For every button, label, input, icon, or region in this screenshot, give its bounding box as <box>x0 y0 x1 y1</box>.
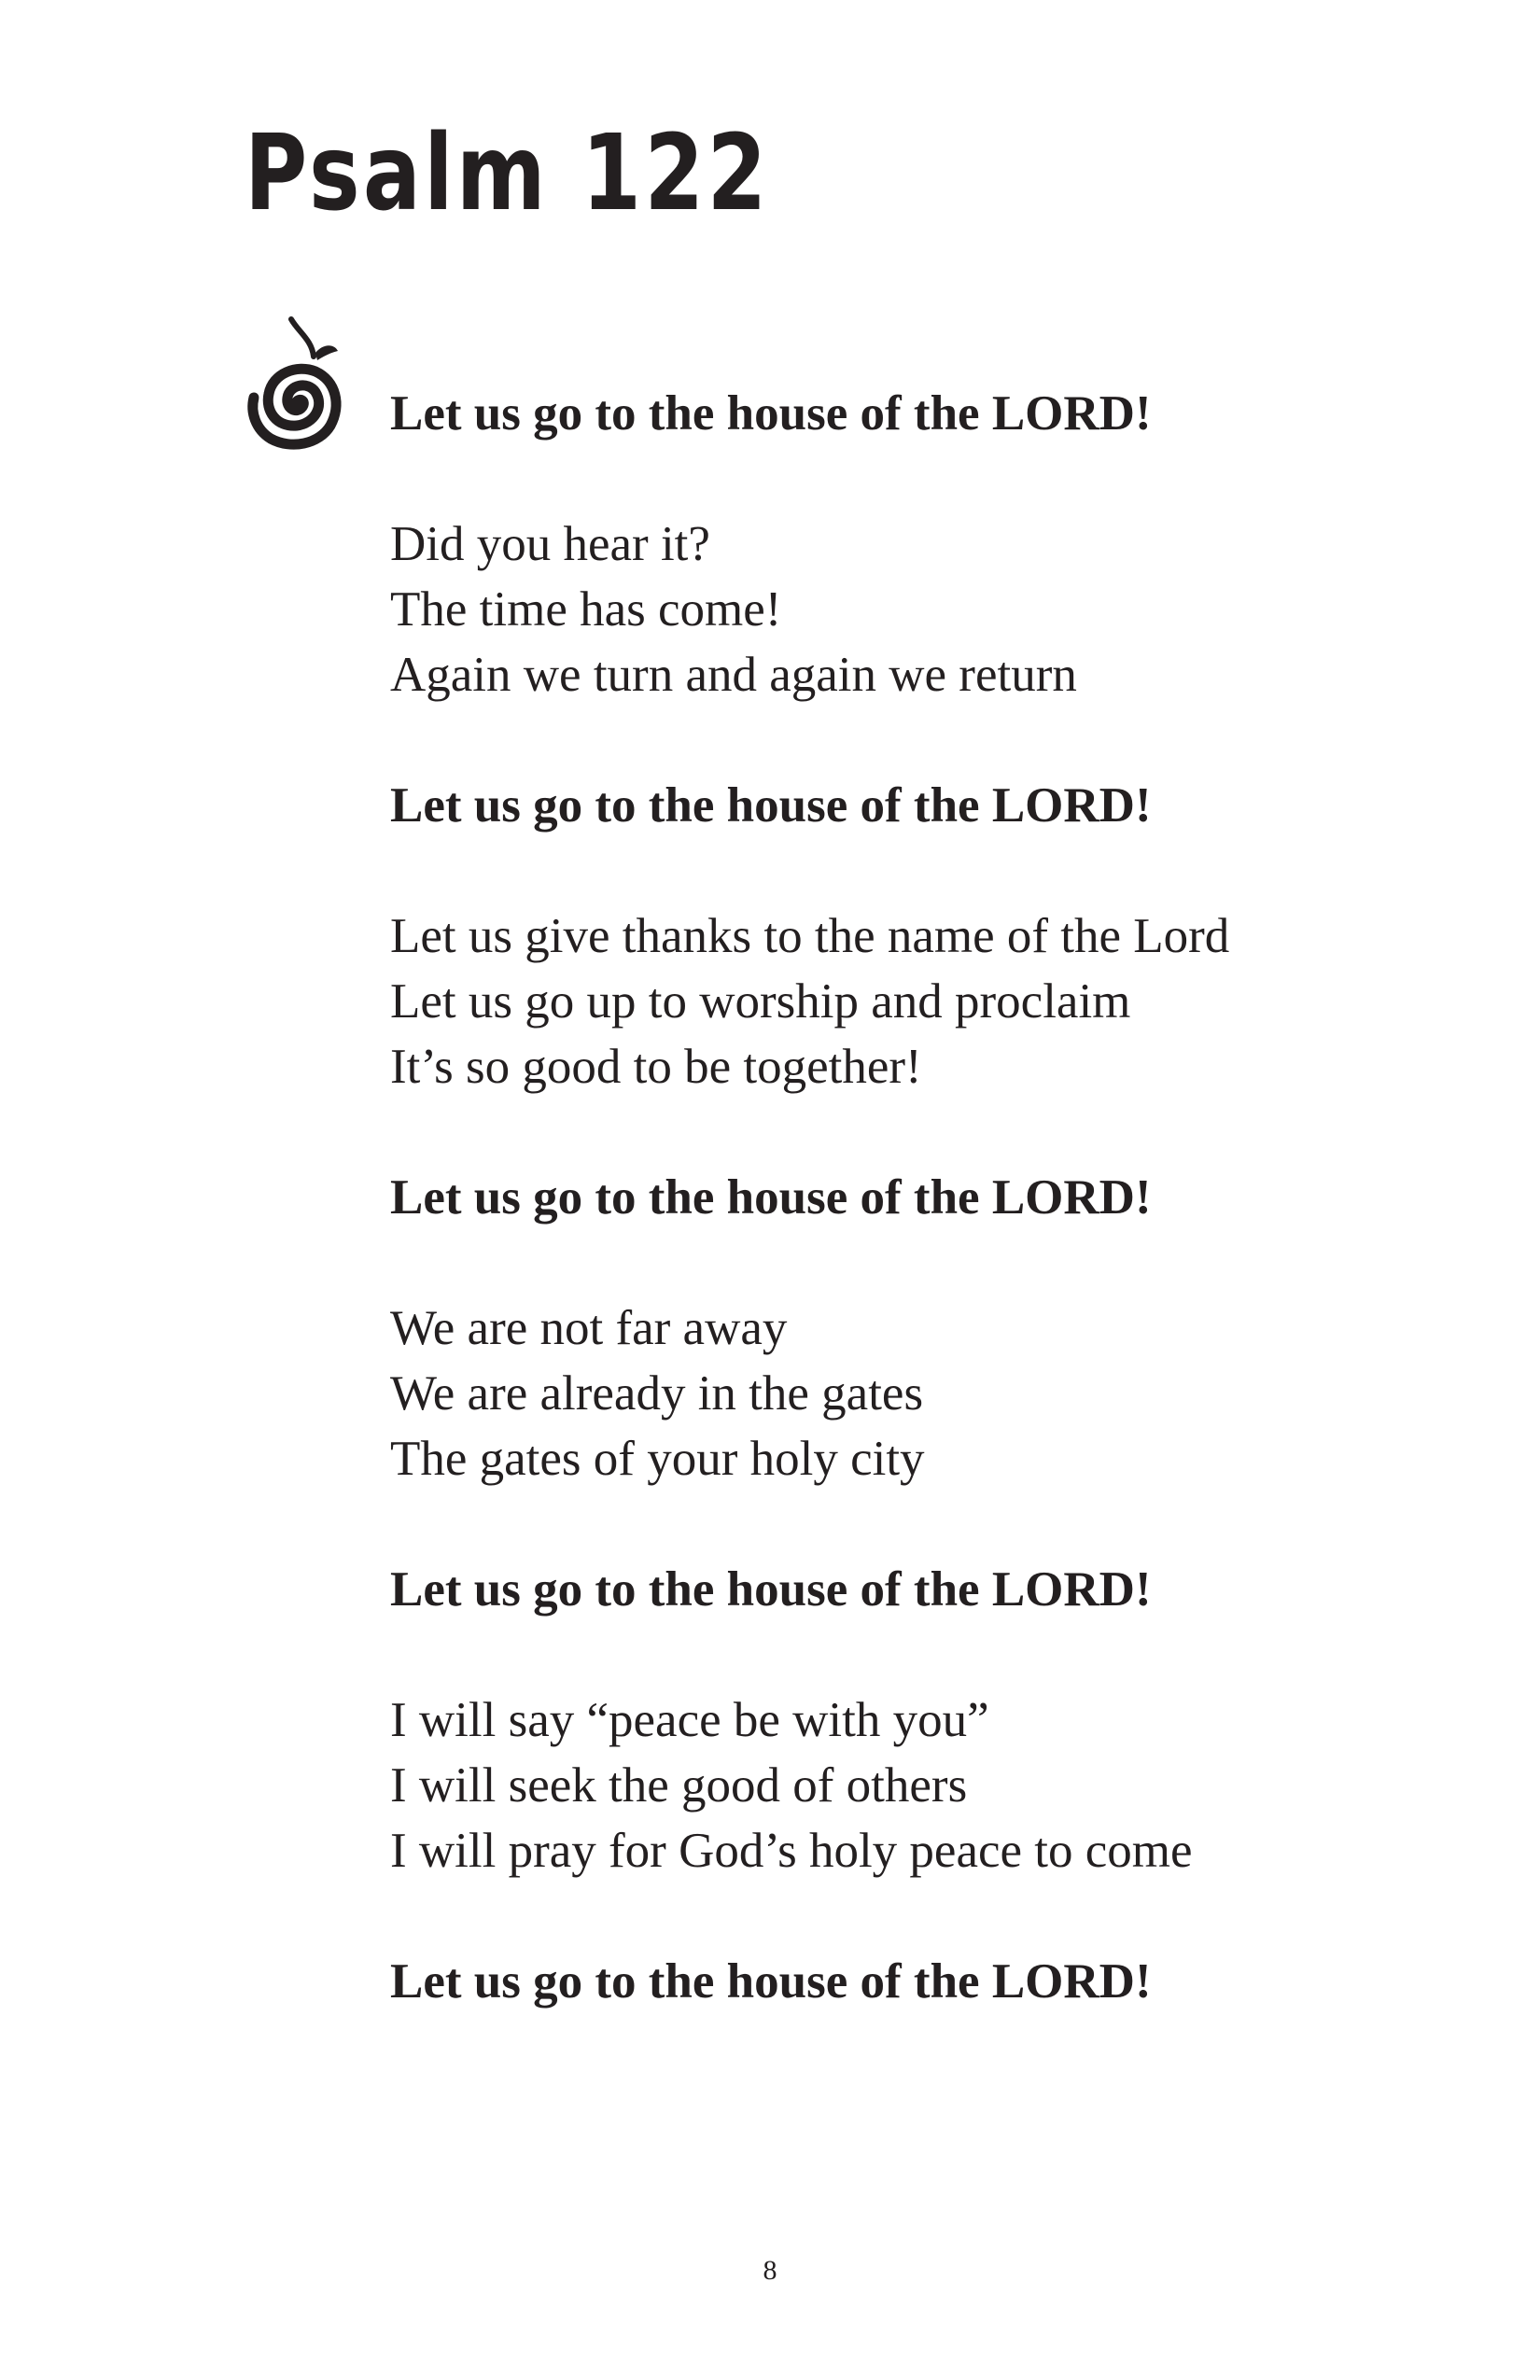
stanza <box>390 903 1417 1099</box>
poem-line: Again we turn and again we return <box>390 648 1077 702</box>
poem-line: The time has come! <box>390 582 782 637</box>
refrain-line: Let us go to the house of the LORD! <box>390 778 1152 833</box>
refrain-line: Let us go to the house of the LORD! <box>390 1954 1152 2009</box>
poem-line: It’s so good to be together! <box>390 1040 922 1094</box>
refrain-line: Let us go to the house of the LORD! <box>390 386 1152 441</box>
poem-line: I will say “peace be with you” <box>390 1693 989 1747</box>
poem-line: I will pray for God’s holy peace to come <box>390 1824 1193 1878</box>
poem-line: I will seek the good of others <box>390 1758 968 1813</box>
poem-line: Let us go up to worship and proclaim <box>390 974 1131 1029</box>
stanza <box>390 1295 1417 1491</box>
poem-line: The gates of your holy city <box>390 1432 925 1486</box>
poem-line: We are already in the gates <box>390 1366 924 1421</box>
spiral-icon <box>245 315 349 455</box>
stanza <box>390 511 1417 707</box>
poem-line: Did you hear it? <box>390 517 710 571</box>
page-title: Psalm 122 <box>245 113 770 234</box>
poem-line: We are not far away <box>390 1301 788 1355</box>
refrain-line: Let us go to the house of the LORD! <box>390 1170 1152 1225</box>
poem-line: Let us give thanks to the name of the Lord <box>390 909 1230 963</box>
page-number: 8 <box>763 2255 777 2286</box>
refrain-line: Let us go to the house of the LORD! <box>390 1562 1152 1617</box>
poem <box>390 381 1417 2014</box>
stanza <box>390 1687 1417 1883</box>
